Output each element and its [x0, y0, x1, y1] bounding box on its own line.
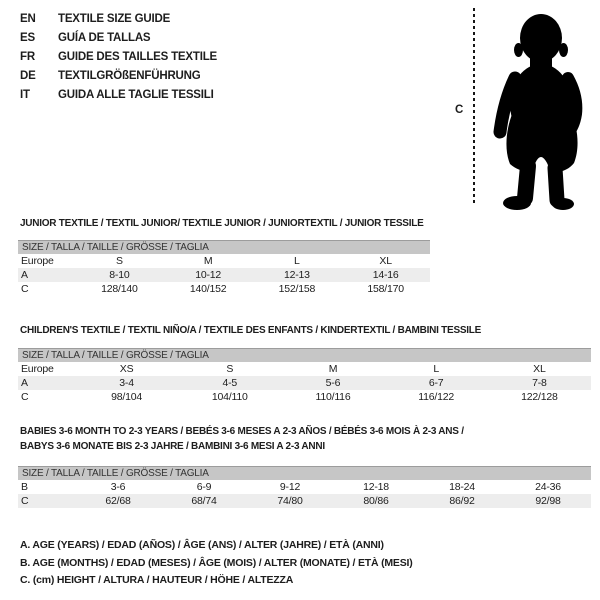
row-label: Europe — [21, 255, 54, 267]
lang-code: ES — [20, 32, 35, 44]
cell-value: XL — [533, 363, 546, 375]
lang-row-it — [20, 86, 217, 105]
cell-value: 9-12 — [279, 481, 301, 493]
cell-value: 104/110 — [211, 391, 248, 403]
cell-value: 68/74 — [161, 494, 247, 508]
cell-value: XS — [119, 363, 134, 375]
table-title-line: BABIES 3-6 MONTH TO 2-3 YEARS / BEBÉS 3-6 MESES A 2-3 AÑOS / BÉBÉS 3-6 MOIS À 2-3 ANS / — [20, 426, 464, 437]
table-row — [18, 376, 591, 390]
height-measure-label: C — [455, 104, 464, 116]
cell-value: 110/116 — [315, 391, 351, 403]
table-row — [18, 282, 430, 296]
cell-value: L — [433, 363, 439, 375]
cell-value: 18-24 — [449, 481, 475, 493]
cell-value: 10-12 — [164, 268, 253, 282]
lang-row-es — [20, 29, 217, 48]
table-title-line: JUNIOR TEXTILE / TEXTIL JUNIOR/ TEXTILE JUNIOR / JUNIORTEXTIL / JUNIOR TESSILE — [20, 218, 424, 229]
cell-value: 4-5 — [178, 376, 281, 390]
lang-code: DE — [20, 70, 36, 82]
cell-value: 3-4 — [75, 376, 178, 390]
cell-value: 122/128 — [521, 391, 558, 403]
language-title-block — [20, 10, 217, 105]
cell-value: 80/86 — [333, 494, 419, 508]
lang-title: GUIDA ALLE TAGLIE TESSILI — [58, 89, 214, 101]
size-header-row — [18, 467, 591, 481]
junior-size-table — [18, 240, 430, 296]
table-row — [18, 480, 591, 494]
row-label: A — [18, 268, 75, 282]
babies-table-title — [20, 424, 464, 454]
lang-code: EN — [20, 13, 36, 25]
cell-value: 8-10 — [75, 268, 164, 282]
cell-value: 12-18 — [363, 481, 389, 493]
cell-value: 14-16 — [341, 268, 430, 282]
cell-value: S — [226, 363, 234, 375]
footnote-b: B. AGE (MONTHS) / EDAD (MESES) / ÂGE (MOIS) / ALTER (MONATE) / ETÀ (MESI) — [20, 556, 413, 569]
table-row — [18, 268, 430, 282]
row-label: B — [21, 481, 28, 493]
cell-value: 98/104 — [111, 391, 143, 403]
table-title-line: CHILDREN'S TEXTILE / TEXTIL NIÑO/A / TEXTILE DES ENFANTS / KINDERTEXTIL / BAMBINI TESSILE — [20, 325, 482, 336]
size-header-label: SIZE / TALLA / TAILLE / GRÖSSE / TAGLIA — [18, 467, 591, 481]
footnote-a: A. AGE (YEARS) / EDAD (AÑOS) / ÂGE (ANS) / ALTER (JAHRE) / ETÀ (ANNI) — [20, 539, 384, 551]
lang-title: GUIDE DES TAILLES TEXTILE — [58, 51, 217, 63]
cell-value: 5-6 — [281, 376, 384, 390]
row-label: A — [18, 376, 75, 390]
cell-value: 116/122 — [418, 391, 455, 403]
cell-value: XL — [379, 255, 392, 267]
baby-silhouette-icon — [481, 8, 599, 212]
cell-value: M — [203, 255, 213, 267]
table-title-line: BABYS 3-6 MONATE BIS 2-3 JAHRE / BAMBINI 3-6 MESI A 2-3 ANNI — [20, 441, 325, 452]
cell-value: 128/140 — [101, 283, 138, 295]
cell-value: 62/68 — [75, 494, 161, 508]
junior-table-title — [20, 216, 424, 231]
children-size-table — [18, 348, 591, 404]
table-row — [18, 362, 591, 376]
cell-value: 74/80 — [247, 494, 333, 508]
lang-row-fr — [20, 48, 217, 67]
size-header-row — [18, 349, 591, 363]
size-header-label: SIZE / TALLA / TAILLE / GRÖSSE / TAGLIA — [18, 349, 591, 363]
cell-value: 12-13 — [253, 268, 342, 282]
table-row — [18, 254, 430, 268]
lang-title: TEXTILE SIZE GUIDE — [58, 13, 171, 25]
cell-value: 7-8 — [488, 376, 591, 390]
cell-value: 6-9 — [196, 481, 212, 493]
cell-value: 152/158 — [278, 283, 316, 295]
cell-value: 92/98 — [505, 494, 591, 508]
cell-value: 6-7 — [385, 376, 488, 390]
lang-row-de — [20, 67, 217, 86]
footnote-c: C. (cm) HEIGHT / ALTURA / HAUTEUR / HÖHE / ALTEZZA — [20, 574, 294, 586]
cell-value: M — [328, 363, 338, 375]
lang-code: FR — [20, 51, 35, 63]
height-measure-dashed-line — [473, 8, 475, 204]
size-header-label: SIZE / TALLA / TAILLE / GRÖSSE / TAGLIA — [18, 241, 430, 255]
cell-value: 24-36 — [535, 481, 561, 493]
row-label: C — [21, 391, 29, 403]
cell-value: 158/170 — [367, 283, 404, 295]
size-header-row — [18, 241, 430, 255]
cell-value: L — [294, 255, 300, 267]
cell-value: 86/92 — [419, 494, 505, 508]
cell-value: 3-6 — [110, 481, 126, 493]
lang-code: IT — [20, 89, 30, 101]
lang-title: GUÍA DE TALLAS — [58, 32, 151, 44]
cell-value: S — [115, 255, 123, 267]
lang-title: TEXTILGRÖßENFÜHRUNG — [58, 70, 201, 82]
row-label: C — [21, 283, 29, 295]
cell-value: 140/152 — [189, 283, 227, 295]
table-row — [18, 390, 591, 404]
table-row — [18, 494, 591, 508]
footnotes — [20, 537, 413, 590]
row-label: Europe — [21, 363, 54, 375]
children-table-title — [20, 323, 481, 338]
lang-row-en — [20, 10, 217, 29]
row-label: C — [18, 494, 75, 508]
babies-size-table — [18, 466, 591, 508]
